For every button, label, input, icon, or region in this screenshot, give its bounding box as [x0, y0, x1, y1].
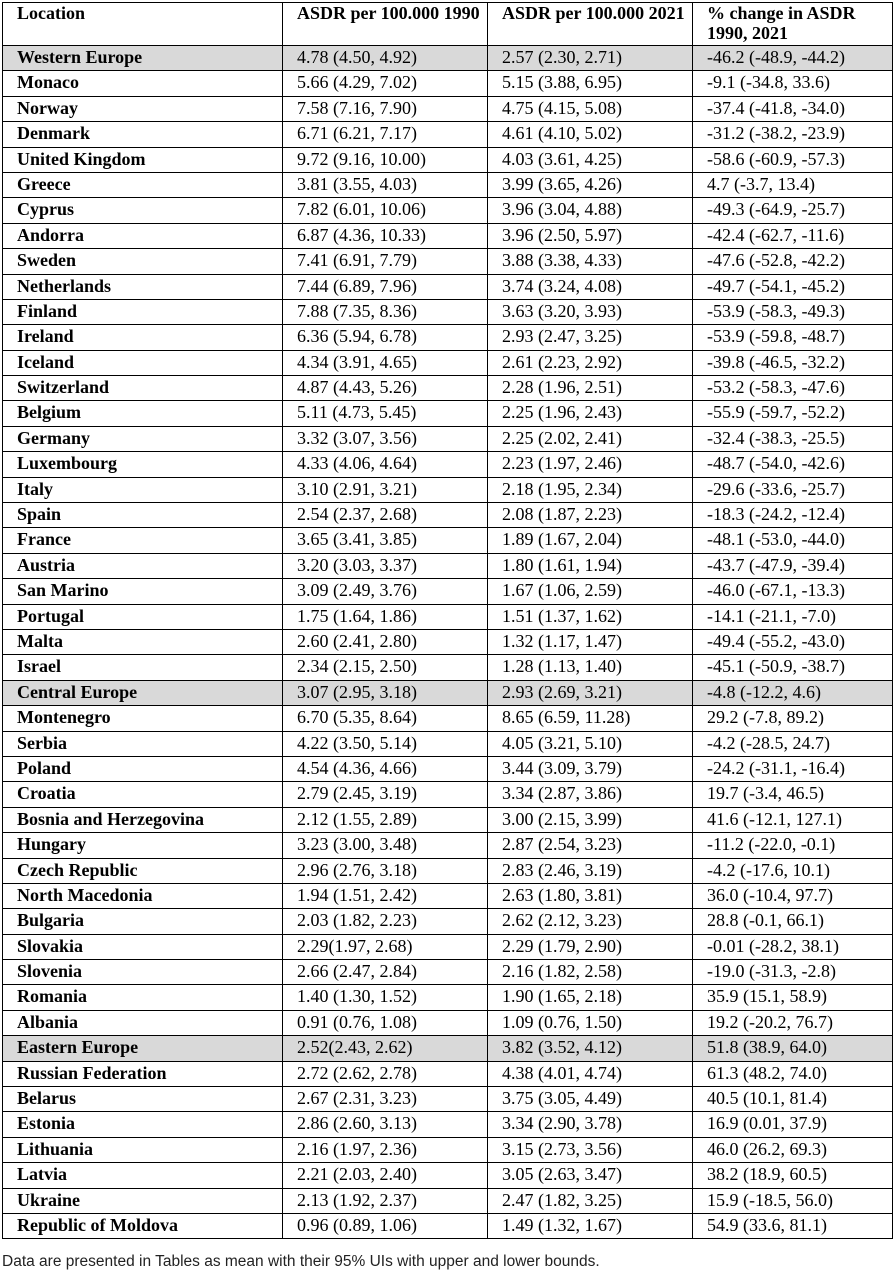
location-cell: Albania — [3, 1010, 283, 1035]
percent-change-cell: -46.0 (-67.1, -13.3) — [693, 579, 893, 604]
percent-change-cell: 40.5 (10.1, 81.4) — [693, 1087, 893, 1112]
location-cell: Bosnia and Herzegovina — [3, 807, 283, 832]
table-row — [3, 1112, 893, 1137]
table-row — [3, 528, 893, 553]
table-row — [3, 985, 893, 1010]
asdr-1990-cell: 2.79 (2.45, 3.19) — [283, 782, 488, 807]
location-cell: Denmark — [3, 122, 283, 147]
percent-change-cell: 36.0 (-10.4, 97.7) — [693, 883, 893, 908]
asdr-2021-cell: 2.63 (1.80, 3.81) — [488, 883, 693, 908]
asdr-2021-cell: 3.00 (2.15, 3.99) — [488, 807, 693, 832]
location-cell: Slovakia — [3, 934, 283, 959]
table-row — [3, 426, 893, 451]
location-cell: Greece — [3, 172, 283, 197]
location-cell: France — [3, 528, 283, 553]
asdr-2021-cell: 2.62 (2.12, 3.23) — [488, 909, 693, 934]
asdr-2021-cell: 1.67 (1.06, 2.59) — [488, 579, 693, 604]
percent-change-cell: -18.3 (-24.2, -12.4) — [693, 503, 893, 528]
asdr-2021-cell: 2.57 (2.30, 2.71) — [488, 46, 693, 71]
asdr-1990-cell: 0.96 (0.89, 1.06) — [283, 1213, 488, 1238]
table-row — [3, 629, 893, 654]
table-row — [3, 299, 893, 324]
percent-change-cell: 15.9 (-18.5, 56.0) — [693, 1188, 893, 1213]
asdr-2021-cell: 8.65 (6.59, 11.28) — [488, 706, 693, 731]
asdr-2021-cell: 2.87 (2.54, 3.23) — [488, 833, 693, 858]
percent-change-cell: -39.8 (-46.5, -32.2) — [693, 350, 893, 375]
asdr-2021-cell: 2.18 (1.95, 2.34) — [488, 477, 693, 502]
asdr-1990-cell: 6.87 (4.36, 10.33) — [283, 223, 488, 248]
asdr-2021-cell: 2.16 (1.82, 2.58) — [488, 960, 693, 985]
table-footnote: Data are presented in Tables as mean with their 95% UIs with upper and lower bounds. — [2, 1253, 600, 1270]
location-cell: San Marino — [3, 579, 283, 604]
asdr-1990-cell: 2.86 (2.60, 3.13) — [283, 1112, 488, 1137]
table-row — [3, 731, 893, 756]
location-cell: United Kingdom — [3, 147, 283, 172]
location-cell: Monaco — [3, 71, 283, 96]
percent-change-cell: -49.3 (-64.9, -25.7) — [693, 198, 893, 223]
percent-change-cell: -53.9 (-58.3, -49.3) — [693, 299, 893, 324]
asdr-1990-cell: 7.41 (6.91, 7.79) — [283, 249, 488, 274]
asdr-2021-cell: 2.28 (1.96, 2.51) — [488, 376, 693, 401]
percent-change-cell: 4.7 (-3.7, 13.4) — [693, 172, 893, 197]
percent-change-cell: -9.1 (-34.8, 33.6) — [693, 71, 893, 96]
region-row — [3, 46, 893, 71]
header-asdr-1990: ASDR per 100.000 1990 — [283, 3, 488, 46]
asdr-2021-cell: 3.99 (3.65, 4.26) — [488, 172, 693, 197]
asdr-1990-cell: 2.34 (2.15, 2.50) — [283, 655, 488, 680]
table-row — [3, 604, 893, 629]
asdr-2021-cell: 2.83 (2.46, 3.19) — [488, 858, 693, 883]
percent-change-cell: -4.2 (-17.6, 10.1) — [693, 858, 893, 883]
percent-change-cell: -0.01 (-28.2, 38.1) — [693, 934, 893, 959]
asdr-2021-cell: 2.25 (2.02, 2.41) — [488, 426, 693, 451]
asdr-2021-cell: 3.74 (3.24, 4.08) — [488, 274, 693, 299]
asdr-1990-cell: 7.82 (6.01, 10.06) — [283, 198, 488, 223]
asdr-1990-cell: 7.58 (7.16, 7.90) — [283, 96, 488, 121]
asdr-2021-cell: 1.49 (1.32, 1.67) — [488, 1213, 693, 1238]
location-cell: Western Europe — [3, 46, 283, 71]
asdr-2021-cell: 1.89 (1.67, 2.04) — [488, 528, 693, 553]
location-cell: Central Europe — [3, 680, 283, 705]
table-row — [3, 833, 893, 858]
location-cell: Russian Federation — [3, 1061, 283, 1086]
table-row — [3, 503, 893, 528]
location-cell: Ukraine — [3, 1188, 283, 1213]
asdr-2021-cell: 3.34 (2.87, 3.86) — [488, 782, 693, 807]
percent-change-cell: -49.4 (-55.2, -43.0) — [693, 629, 893, 654]
table-row — [3, 122, 893, 147]
percent-change-cell: -32.4 (-38.3, -25.5) — [693, 426, 893, 451]
asdr-2021-cell: 3.88 (3.38, 4.33) — [488, 249, 693, 274]
location-cell: Czech Republic — [3, 858, 283, 883]
asdr-1990-cell: 2.29(1.97, 2.68) — [283, 934, 488, 959]
table-row — [3, 350, 893, 375]
location-cell: Bulgaria — [3, 909, 283, 934]
table-row — [3, 756, 893, 781]
table-row — [3, 655, 893, 680]
percent-change-cell: -29.6 (-33.6, -25.7) — [693, 477, 893, 502]
location-cell: Montenegro — [3, 706, 283, 731]
percent-change-cell: -48.1 (-53.0, -44.0) — [693, 528, 893, 553]
table-row — [3, 172, 893, 197]
percent-change-cell: -43.7 (-47.9, -39.4) — [693, 553, 893, 578]
table-row — [3, 782, 893, 807]
asdr-2021-cell: 2.29 (1.79, 2.90) — [488, 934, 693, 959]
table-row — [3, 934, 893, 959]
asdr-2021-cell: 3.75 (3.05, 4.49) — [488, 1087, 693, 1112]
percent-change-cell: 29.2 (-7.8, 89.2) — [693, 706, 893, 731]
location-cell: Luxembourg — [3, 452, 283, 477]
table-row — [3, 883, 893, 908]
location-cell: Cyprus — [3, 198, 283, 223]
percent-change-cell: 51.8 (38.9, 64.0) — [693, 1036, 893, 1061]
location-cell: Lithuania — [3, 1137, 283, 1162]
percent-change-cell: 46.0 (26.2, 69.3) — [693, 1137, 893, 1162]
table-row — [3, 198, 893, 223]
percent-change-cell: -47.6 (-52.8, -42.2) — [693, 249, 893, 274]
asdr-2021-cell: 2.08 (1.87, 2.23) — [488, 503, 693, 528]
table-row — [3, 223, 893, 248]
location-cell: Slovenia — [3, 960, 283, 985]
asdr-1990-cell: 1.40 (1.30, 1.52) — [283, 985, 488, 1010]
asdr-1990-cell: 6.36 (5.94, 6.78) — [283, 325, 488, 350]
location-cell: Hungary — [3, 833, 283, 858]
table-row — [3, 325, 893, 350]
asdr-1990-cell: 3.23 (3.00, 3.48) — [283, 833, 488, 858]
asdr-2021-cell: 2.61 (2.23, 2.92) — [488, 350, 693, 375]
asdr-2021-cell: 4.75 (4.15, 5.08) — [488, 96, 693, 121]
asdr-1990-cell: 2.72 (2.62, 2.78) — [283, 1061, 488, 1086]
asdr-1990-cell: 2.13 (1.92, 2.37) — [283, 1188, 488, 1213]
location-cell: Spain — [3, 503, 283, 528]
asdr-2021-cell: 4.03 (3.61, 4.25) — [488, 147, 693, 172]
location-cell: Serbia — [3, 731, 283, 756]
asdr-1990-cell: 3.07 (2.95, 3.18) — [283, 680, 488, 705]
table-row — [3, 706, 893, 731]
location-cell: Switzerland — [3, 376, 283, 401]
asdr-1990-cell: 2.60 (2.41, 2.80) — [283, 629, 488, 654]
location-cell: Iceland — [3, 350, 283, 375]
asdr-2021-cell: 1.28 (1.13, 1.40) — [488, 655, 693, 680]
asdr-1990-cell: 2.21 (2.03, 2.40) — [283, 1163, 488, 1188]
asdr-2021-cell: 5.15 (3.88, 6.95) — [488, 71, 693, 96]
table-row — [3, 249, 893, 274]
percent-change-cell: -19.0 (-31.3, -2.8) — [693, 960, 893, 985]
percent-change-cell: 19.2 (-20.2, 76.7) — [693, 1010, 893, 1035]
asdr-2021-cell: 3.96 (2.50, 5.97) — [488, 223, 693, 248]
percent-change-cell: 28.8 (-0.1, 66.1) — [693, 909, 893, 934]
asdr-1990-cell: 3.10 (2.91, 3.21) — [283, 477, 488, 502]
asdr-1990-cell: 4.78 (4.50, 4.92) — [283, 46, 488, 71]
asdr-2021-cell: 1.32 (1.17, 1.47) — [488, 629, 693, 654]
location-cell: Poland — [3, 756, 283, 781]
asdr-2021-cell: 3.96 (3.04, 4.88) — [488, 198, 693, 223]
table-row — [3, 1163, 893, 1188]
asdr-1990-cell: 4.54 (4.36, 4.66) — [283, 756, 488, 781]
asdr-2021-cell: 2.47 (1.82, 3.25) — [488, 1188, 693, 1213]
asdr-1990-cell: 2.52(2.43, 2.62) — [283, 1036, 488, 1061]
percent-change-cell: -49.7 (-54.1, -45.2) — [693, 274, 893, 299]
asdr-1990-cell: 1.94 (1.51, 2.42) — [283, 883, 488, 908]
location-cell: Estonia — [3, 1112, 283, 1137]
location-cell: Croatia — [3, 782, 283, 807]
asdr-2021-cell: 1.51 (1.37, 1.62) — [488, 604, 693, 629]
percent-change-cell: -53.2 (-58.3, -47.6) — [693, 376, 893, 401]
table-row — [3, 1061, 893, 1086]
percent-change-cell: -46.2 (-48.9, -44.2) — [693, 46, 893, 71]
asdr-1990-cell: 2.03 (1.82, 2.23) — [283, 909, 488, 934]
location-cell: Andorra — [3, 223, 283, 248]
percent-change-cell: 54.9 (33.6, 81.1) — [693, 1213, 893, 1238]
percent-change-cell: -4.2 (-28.5, 24.7) — [693, 731, 893, 756]
asdr-2021-cell: 2.23 (1.97, 2.46) — [488, 452, 693, 477]
table-row — [3, 147, 893, 172]
location-cell: Ireland — [3, 325, 283, 350]
table-body — [3, 46, 893, 1239]
header-asdr-2021: ASDR per 100.000 2021 — [488, 3, 693, 46]
asdr-2021-cell: 2.93 (2.69, 3.21) — [488, 680, 693, 705]
asdr-1990-cell: 2.12 (1.55, 2.89) — [283, 807, 488, 832]
location-cell: Austria — [3, 553, 283, 578]
table-row — [3, 579, 893, 604]
percent-change-cell: -37.4 (-41.8, -34.0) — [693, 96, 893, 121]
asdr-1990-cell: 1.75 (1.64, 1.86) — [283, 604, 488, 629]
percent-change-cell: -14.1 (-21.1, -7.0) — [693, 604, 893, 629]
asdr-1990-cell: 6.71 (6.21, 7.17) — [283, 122, 488, 147]
asdr-table — [2, 2, 893, 1239]
location-cell: Italy — [3, 477, 283, 502]
location-cell: Belgium — [3, 401, 283, 426]
percent-change-cell: -4.8 (-12.2, 4.6) — [693, 680, 893, 705]
table-row — [3, 71, 893, 96]
location-cell: Portugal — [3, 604, 283, 629]
table-row — [3, 452, 893, 477]
table-row — [3, 1010, 893, 1035]
percent-change-cell: -58.6 (-60.9, -57.3) — [693, 147, 893, 172]
location-cell: Sweden — [3, 249, 283, 274]
asdr-1990-cell: 5.11 (4.73, 5.45) — [283, 401, 488, 426]
asdr-1990-cell: 5.66 (4.29, 7.02) — [283, 71, 488, 96]
asdr-1990-cell: 2.16 (1.97, 2.36) — [283, 1137, 488, 1162]
table-row — [3, 807, 893, 832]
location-cell: Latvia — [3, 1163, 283, 1188]
table-row — [3, 477, 893, 502]
location-cell: North Macedonia — [3, 883, 283, 908]
asdr-2021-cell: 1.80 (1.61, 1.94) — [488, 553, 693, 578]
asdr-2021-cell: 1.90 (1.65, 2.18) — [488, 985, 693, 1010]
asdr-2021-cell: 4.61 (4.10, 5.02) — [488, 122, 693, 147]
table-row — [3, 858, 893, 883]
location-cell: Germany — [3, 426, 283, 451]
header-row — [3, 3, 893, 46]
percent-change-cell: -24.2 (-31.1, -16.4) — [693, 756, 893, 781]
header-percent-change: % change in ASDR 1990, 2021 — [693, 3, 893, 46]
asdr-2021-cell: 3.05 (2.63, 3.47) — [488, 1163, 693, 1188]
asdr-2021-cell: 3.63 (3.20, 3.93) — [488, 299, 693, 324]
asdr-2021-cell: 2.93 (2.47, 3.25) — [488, 325, 693, 350]
asdr-2021-cell: 3.34 (2.90, 3.78) — [488, 1112, 693, 1137]
percent-change-cell: 16.9 (0.01, 37.9) — [693, 1112, 893, 1137]
asdr-1990-cell: 3.09 (2.49, 3.76) — [283, 579, 488, 604]
header-location: Location — [3, 3, 283, 46]
asdr-2021-cell: 3.44 (3.09, 3.79) — [488, 756, 693, 781]
table-row — [3, 553, 893, 578]
location-cell: Republic of Moldova — [3, 1213, 283, 1238]
asdr-1990-cell: 4.33 (4.06, 4.64) — [283, 452, 488, 477]
table-row — [3, 1087, 893, 1112]
table-row — [3, 1188, 893, 1213]
table-row — [3, 1137, 893, 1162]
asdr-1990-cell: 4.34 (3.91, 4.65) — [283, 350, 488, 375]
region-row — [3, 680, 893, 705]
table-row — [3, 960, 893, 985]
location-cell: Malta — [3, 629, 283, 654]
asdr-1990-cell: 4.87 (4.43, 5.26) — [283, 376, 488, 401]
percent-change-cell: 38.2 (18.9, 60.5) — [693, 1163, 893, 1188]
percent-change-cell: 41.6 (-12.1, 127.1) — [693, 807, 893, 832]
location-cell: Finland — [3, 299, 283, 324]
asdr-1990-cell: 0.91 (0.76, 1.08) — [283, 1010, 488, 1035]
asdr-2021-cell: 3.82 (3.52, 4.12) — [488, 1036, 693, 1061]
asdr-1990-cell: 7.44 (6.89, 7.96) — [283, 274, 488, 299]
location-cell: Romania — [3, 985, 283, 1010]
percent-change-cell: -45.1 (-50.9, -38.7) — [693, 655, 893, 680]
location-cell: Norway — [3, 96, 283, 121]
table-row — [3, 1213, 893, 1238]
asdr-2021-cell: 4.05 (3.21, 5.10) — [488, 731, 693, 756]
asdr-2021-cell: 2.25 (1.96, 2.43) — [488, 401, 693, 426]
table-row — [3, 376, 893, 401]
asdr-1990-cell: 2.54 (2.37, 2.68) — [283, 503, 488, 528]
percent-change-cell: 61.3 (48.2, 74.0) — [693, 1061, 893, 1086]
table-row — [3, 274, 893, 299]
asdr-2021-cell: 1.09 (0.76, 1.50) — [488, 1010, 693, 1035]
asdr-1990-cell: 3.81 (3.55, 4.03) — [283, 172, 488, 197]
region-row — [3, 1036, 893, 1061]
asdr-2021-cell: 3.15 (2.73, 3.56) — [488, 1137, 693, 1162]
percent-change-cell: -48.7 (-54.0, -42.6) — [693, 452, 893, 477]
table-row — [3, 909, 893, 934]
asdr-1990-cell: 3.20 (3.03, 3.37) — [283, 553, 488, 578]
percent-change-cell: 19.7 (-3.4, 46.5) — [693, 782, 893, 807]
asdr-1990-cell: 2.67 (2.31, 3.23) — [283, 1087, 488, 1112]
asdr-1990-cell: 7.88 (7.35, 8.36) — [283, 299, 488, 324]
percent-change-cell: -31.2 (-38.2, -23.9) — [693, 122, 893, 147]
percent-change-cell: -42.4 (-62.7, -11.6) — [693, 223, 893, 248]
asdr-1990-cell: 4.22 (3.50, 5.14) — [283, 731, 488, 756]
asdr-1990-cell: 3.32 (3.07, 3.56) — [283, 426, 488, 451]
percent-change-cell: 35.9 (15.1, 58.9) — [693, 985, 893, 1010]
asdr-1990-cell: 2.66 (2.47, 2.84) — [283, 960, 488, 985]
table-row — [3, 401, 893, 426]
table-header — [3, 3, 893, 46]
percent-change-cell: -11.2 (-22.0, -0.1) — [693, 833, 893, 858]
location-cell: Belarus — [3, 1087, 283, 1112]
asdr-1990-cell: 3.65 (3.41, 3.85) — [283, 528, 488, 553]
location-cell: Israel — [3, 655, 283, 680]
location-cell: Eastern Europe — [3, 1036, 283, 1061]
asdr-1990-cell: 6.70 (5.35, 8.64) — [283, 706, 488, 731]
asdr-2021-cell: 4.38 (4.01, 4.74) — [488, 1061, 693, 1086]
percent-change-cell: -55.9 (-59.7, -52.2) — [693, 401, 893, 426]
table-row — [3, 96, 893, 121]
asdr-1990-cell: 2.96 (2.76, 3.18) — [283, 858, 488, 883]
location-cell: Netherlands — [3, 274, 283, 299]
percent-change-cell: -53.9 (-59.8, -48.7) — [693, 325, 893, 350]
asdr-1990-cell: 9.72 (9.16, 10.00) — [283, 147, 488, 172]
